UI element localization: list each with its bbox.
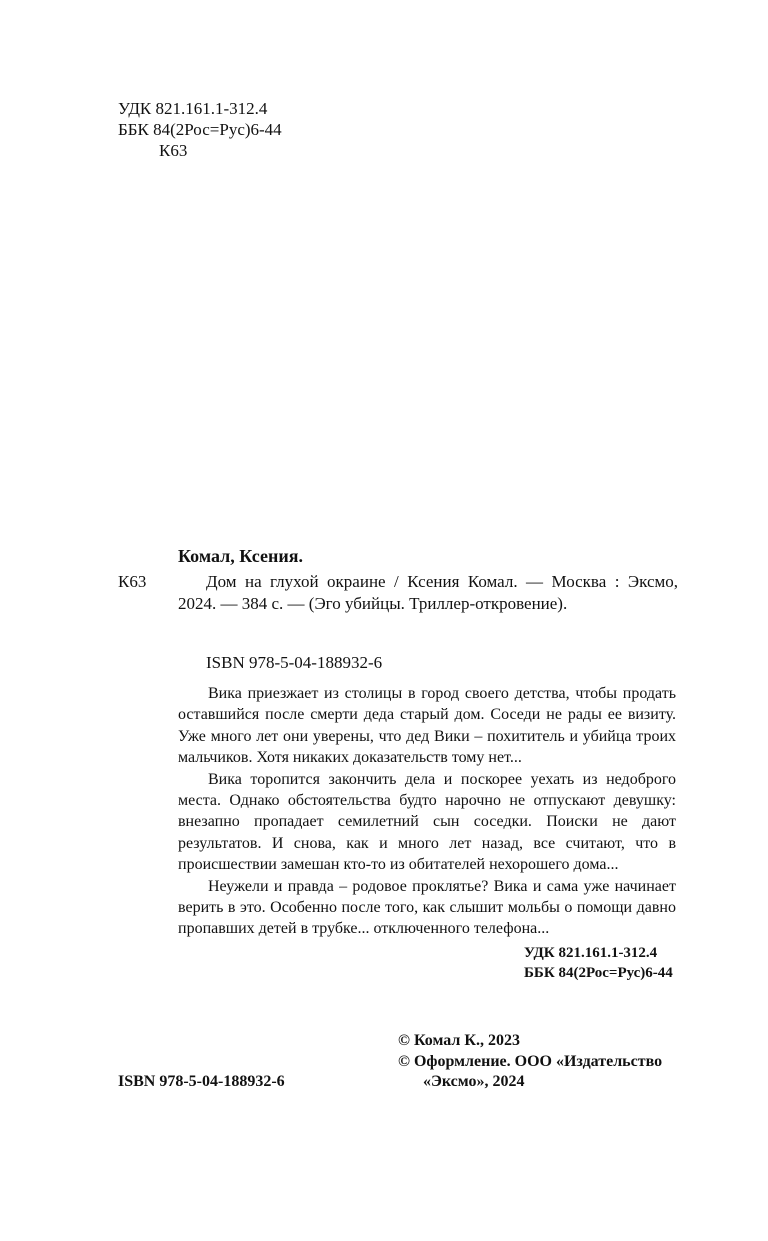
- isbn-footer: ISBN 978-5-04-188932-6: [118, 1073, 285, 1090]
- author-heading: Комал, Ксения.: [178, 546, 303, 566]
- isbn-record: ISBN 978-5-04-188932-6: [206, 653, 383, 672]
- copyright-design-line2: «Эксмо», 2024: [423, 1073, 525, 1090]
- author-mark-record: К63: [118, 572, 147, 591]
- annotation-paragraph-3: Неужели и правда – родовое проклятье? Вика и сама уже начинает верить в это. Особенно после того, как слышит мольбы о помощи давно пропавших детей в трубке... отключенного телефона...: [178, 877, 676, 938]
- bbk-code-bottom: ББК 84(2Рос=Рус)6-44: [524, 965, 673, 981]
- annotation-paragraph-2: Вика торопится закончить дела и поскорее уехать из недоброго места. Однако обстоятельства будто нарочно не отпускают девушку: внезапно пропадает семилетний сын соседки. Поиски не дают результатов. И снова, как и много лет назад, все считают, что в происшествии замешан кто-то из обитателей нехорошего дома...: [178, 770, 676, 874]
- udk-code-top: УДК 821.161.1-312.4: [118, 99, 268, 118]
- annotation-paragraph-1: Вика приезжает из столицы в город своего детства, чтобы продать оставшийся после смерти деда старый дом. Соседи не рады ее визиту. Уже много лет они уверены, что дед Вики – похититель и убийца троих мальчиков. Хотя никаких доказательств тому нет...: [178, 685, 676, 767]
- author-mark-top: К63: [159, 141, 188, 160]
- bibliographic-description: Дом на глухой окраине / Ксения Комал. — Москва : Эксмо, 2024. — 384 с. — (Эго убийцы. Триллер-откровение).: [178, 572, 678, 613]
- udk-code-bottom: УДК 821.161.1-312.4: [524, 945, 658, 961]
- copyright-design-line1: © Оформление. ООО «Издательство: [398, 1053, 663, 1070]
- copyright-author: © Комал К., 2023: [398, 1032, 520, 1049]
- bbk-code-top: ББК 84(2Рос=Рус)6-44: [118, 120, 282, 139]
- annotation: [178, 683, 676, 940]
